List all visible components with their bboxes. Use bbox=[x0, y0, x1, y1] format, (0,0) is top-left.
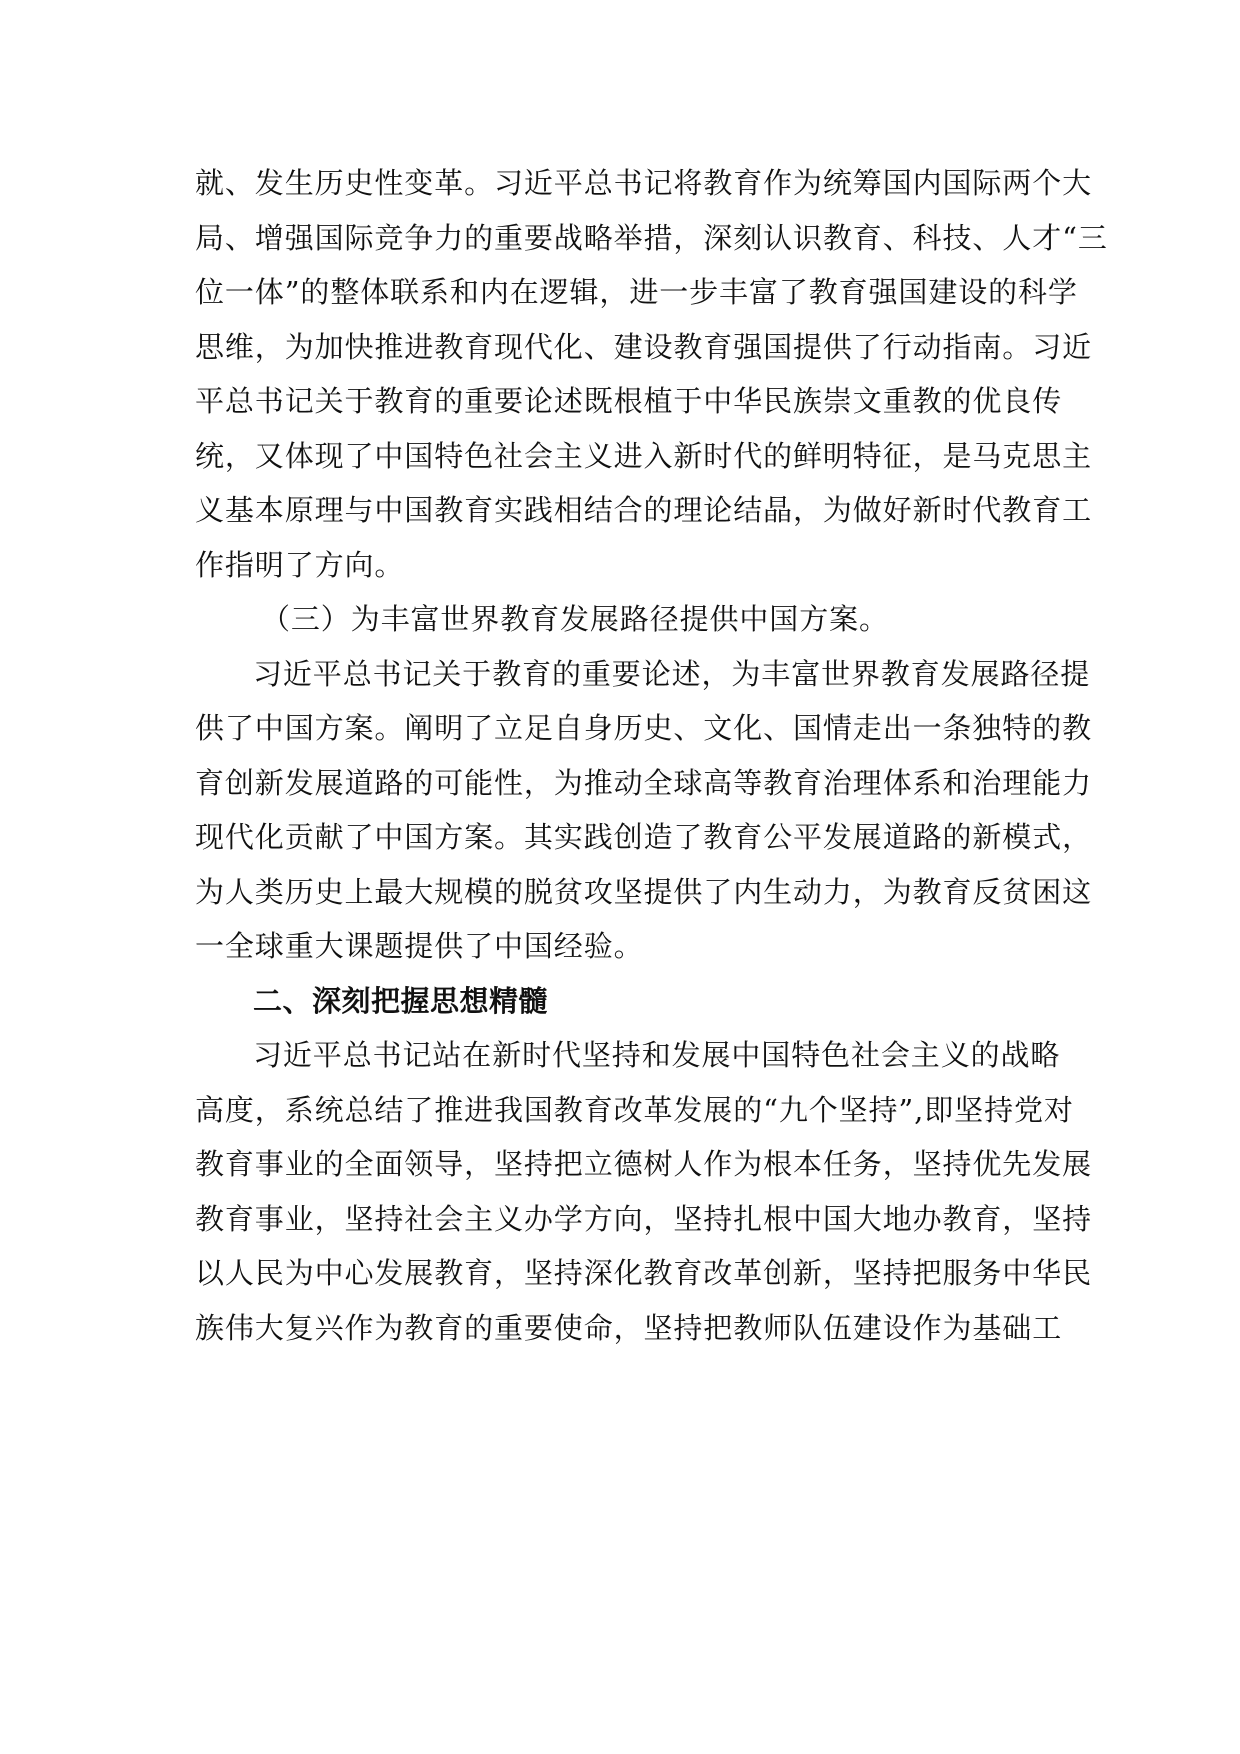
body-line: 局、增强国际竞争力的重要战略举措，深刻认识教育、科技、人才“三 bbox=[195, 220, 1108, 255]
body-line: 现代化贡献了中国方案。其实践创造了教育公平发展道路的新模式， bbox=[195, 820, 1093, 854]
body-line: 作指明了方向。 bbox=[195, 547, 405, 582]
body-line: 育创新发展道路的可能性，为推动全球高等教育治理体系和治理能力 bbox=[195, 765, 1093, 800]
body-line: 平总书记关于教育的重要论述既根植于中华民族崇文重教的优良传 bbox=[195, 384, 1063, 418]
body-line: 以人民为中心发展教育，坚持深化教育改革创新，坚持把服务中华民 bbox=[195, 1256, 1093, 1290]
body-line: 一全球重大课题提供了中国经验。 bbox=[195, 929, 644, 963]
body-line: 为人类历史上最大规模的脱贫攻坚提供了内生动力，为教育反贫困这 bbox=[195, 874, 1093, 909]
body-line: 思维，为加快推进教育现代化、建设教育强国提供了行动指南。习近 bbox=[195, 329, 1093, 364]
body-line: 义基本原理与中国教育实践相结合的理论结晶，为做好新时代教育工 bbox=[195, 493, 1093, 527]
document-body bbox=[195, 156, 1108, 1355]
body-line: 统，又体现了中国特色社会主义进入新时代的鲜明特征，是马克思主 bbox=[195, 438, 1093, 473]
body-line: 供了中国方案。阐明了立足自身历史、文化、国情走出一条独特的教 bbox=[195, 711, 1093, 745]
body-line: 族伟大复兴作为教育的重要使命，坚持把教师队伍建设作为基础工 bbox=[195, 1310, 1063, 1345]
paragraph-first-line: 习近平总书记站在新时代坚持和发展中国特色社会主义的战略 bbox=[253, 1038, 1061, 1072]
section-heading: 二、深刻把握思想精髓 bbox=[253, 983, 549, 1018]
body-line: 位一体”的整体联系和内在逻辑，进一步丰富了教育强国建设的科学 bbox=[195, 275, 1078, 309]
subsection-heading: （三）为丰富世界教育发展路径提供中国方案。 bbox=[261, 602, 889, 636]
body-line: 就、发生历史性变革。习近平总书记将教育作为统筹国内国际两个大 bbox=[195, 166, 1093, 200]
body-line: 教育事业的全面领导，坚持把立德树人作为根本任务，坚持优先发展 bbox=[195, 1147, 1093, 1181]
body-line: 高度，系统总结了推进我国教育改革发展的“九个坚持”,即坚持党对 bbox=[195, 1092, 1074, 1127]
body-line: 教育事业，坚持社会主义办学方向，坚持扎根中国大地办教育，坚持 bbox=[195, 1201, 1093, 1236]
paragraph-first-line: 习近平总书记关于教育的重要论述，为丰富世界教育发展路径提 bbox=[253, 656, 1091, 691]
